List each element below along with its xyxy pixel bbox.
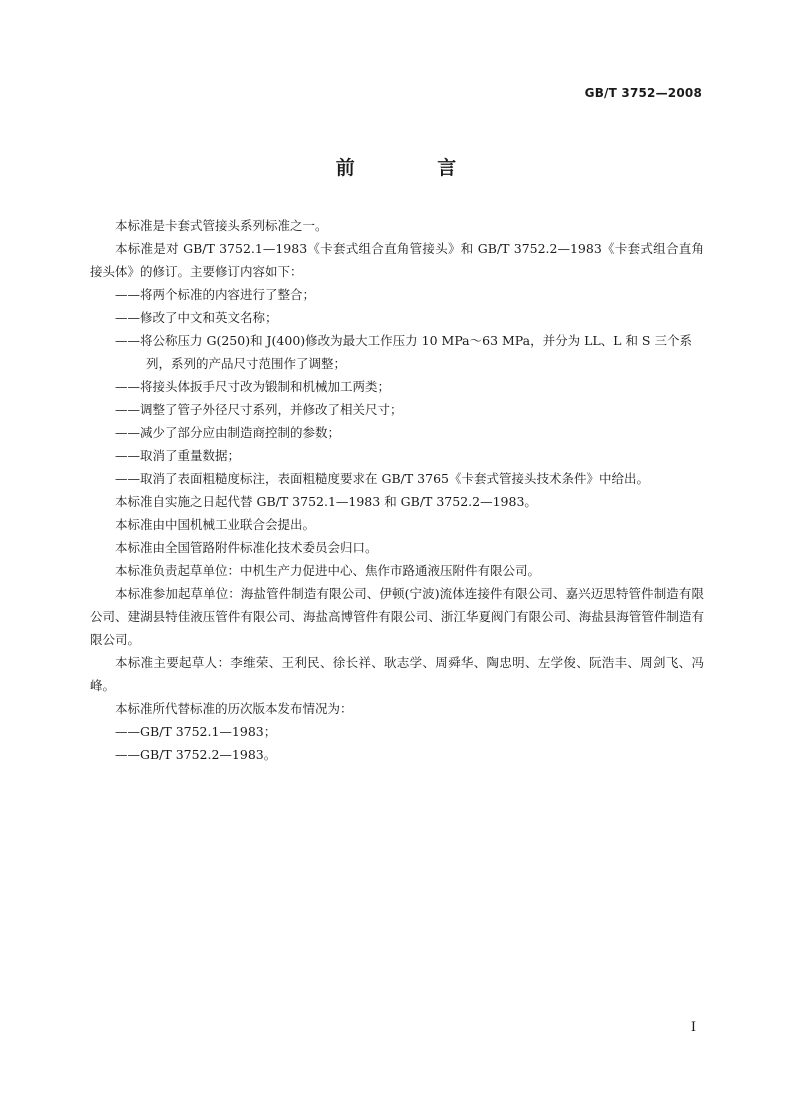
paragraph: 本标准自实施之日起代替 GB/T 3752.1—1983 和 GB/T 3752.2—1983。: [115, 494, 537, 509]
paragraph: 本标准所代替标准的历次版本发布情况为：: [115, 701, 353, 716]
list-item: ——减少了部分应由制造商控制的参数；: [115, 425, 341, 440]
paragraph: 本标准负责起草单位：中机生产力促进中心、焦作市路通液压附件有限公司。: [115, 563, 541, 578]
paragraph: 本标准由全国管路附件标准化技术委员会归口。: [115, 540, 378, 555]
list-item: ——调整了管子外径尺寸系列，并修改了相关尺寸；: [115, 402, 403, 417]
header-standard-code: GB/T 3752—2008: [584, 86, 702, 100]
paragraph: 本标准由中国机械工业联合会提出。: [115, 517, 316, 532]
list-item: ——取消了重量数据；: [115, 448, 241, 463]
page-number: I: [690, 1020, 696, 1035]
page-title: 前 言: [335, 157, 495, 179]
paragraph: 本标准参加起草单位：海盐管件制造有限公司、伊顿(宁波)流体连接件有限公司、嘉兴迈思特管件制造有限公司、建湖县特佳液压管件有限公司、海盐高博管件有限公司、浙江华夏阀门有限公司、海盐县海管管件制造有限公司。: [90, 586, 704, 647]
paragraph: 本标准是对 GB/T 3752.1—1983《卡套式组合直角管接头》和 GB/T 3752.2—1983《卡套式组合直角接头体》的修订。主要修订内容如下：: [90, 241, 704, 279]
list-item: ——将两个标准的内容进行了整合；: [115, 287, 316, 302]
list-item: ——将公称压力 G(250)和 J(400)修改为最大工作压力 10 MPa～63 MPa，并分为 LL、L 和 S 三个系列，系列的产品尺寸范围作了调整；: [115, 333, 692, 371]
paragraph: 本标准主要起草人：李维荣、王利民、徐长祥、耿志学、周舜华、陶忠明、左学俊、阮浩丰、周剑飞、冯峰。: [90, 655, 704, 693]
list-item: ——取消了表面粗糙度标注，表面粗糙度要求在 GB/T 3765《卡套式管接头技术条件》中给出。: [115, 471, 649, 486]
paragraph: 本标准是卡套式管接头系列标准之一。: [115, 218, 328, 233]
list-item: ——修改了中文和英文名称；: [115, 310, 278, 325]
list-item: ——GB/T 3752.2—1983。: [115, 747, 277, 762]
list-item: ——将接头体扳手尺寸改为锻制和机械加工两类；: [115, 379, 391, 394]
foreword-body: [90, 214, 704, 766]
list-item: ——GB/T 3752.1—1983；: [115, 724, 277, 739]
